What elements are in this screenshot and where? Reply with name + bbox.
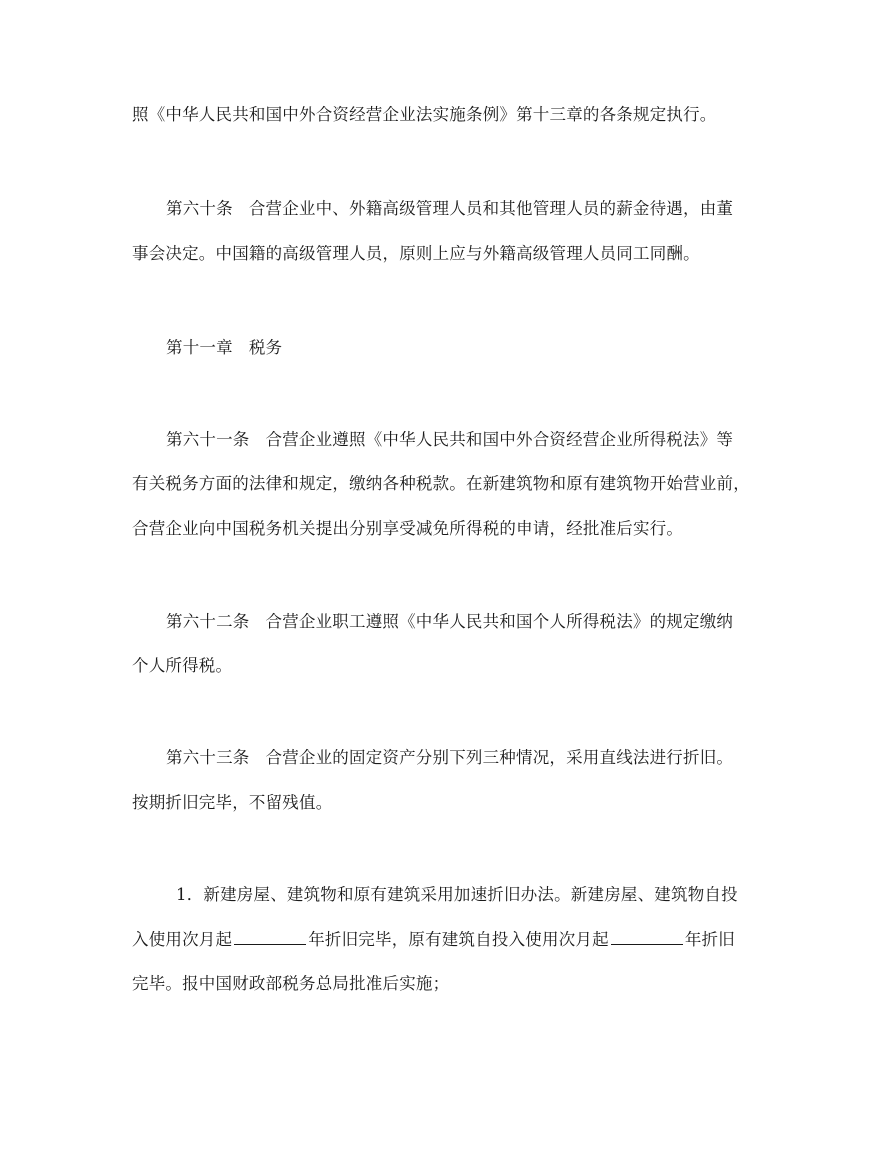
- fill-in-blank[interactable]: [611, 930, 683, 945]
- item-text: 1．新建房屋、建筑物和原有建筑采用加速折旧办法。新建房屋、建筑物自投: [176, 885, 738, 904]
- fill-in-blank[interactable]: [234, 930, 306, 945]
- article-62-line-2: [132, 655, 772, 677]
- paragraph-line: [132, 104, 772, 126]
- article-text: 按期折旧完毕，不留残值。: [132, 793, 333, 812]
- article-61-line-3: [132, 518, 772, 540]
- chapter-label: 第十一章: [166, 338, 233, 357]
- article-text: 合营企业遵照《中华人民共和国中外合资经营企业所得税法》等: [265, 430, 734, 449]
- item-text: 入使用次月起: [132, 930, 233, 949]
- chapter-title: 税务: [248, 338, 283, 357]
- article-label: 第六十条: [166, 199, 233, 218]
- article-text: 有关税务方面的法律和规定，缴纳各种税款。在新建筑物和原有建筑物开始营业前，: [132, 474, 750, 493]
- article-label: 第六十一条: [166, 430, 250, 449]
- article-text: 合营企业中、外籍高级管理人员和其他管理人员的薪金待遇，由董: [248, 199, 734, 218]
- article-60-line-1: [166, 198, 772, 220]
- article-60-line-2: [132, 243, 772, 265]
- article-text: 合营企业职工遵照《中华人民共和国个人所得税法》的规定缴纳: [265, 612, 734, 631]
- article-text: 个人所得税。: [132, 656, 233, 675]
- article-label: 第六十三条: [166, 748, 250, 767]
- item-text: 年折旧: [684, 930, 735, 949]
- item-text: 完毕。报中国财政部税务总局批准后实施；: [132, 974, 450, 993]
- article-62-line-1: [166, 611, 772, 633]
- article-label: 第六十二条: [166, 612, 250, 631]
- chapter-heading: [166, 337, 772, 359]
- item-1-line-1: [176, 884, 772, 906]
- article-61-line-1: [166, 429, 772, 451]
- article-63-line-1: [166, 747, 772, 769]
- article-text: 事会决定。中国籍的高级管理人员，原则上应与外籍高级管理人员同工同酬。: [132, 244, 700, 263]
- article-61-line-2: [132, 473, 772, 495]
- item-text: 年折旧完毕，原有建筑自投入使用次月起: [308, 930, 609, 949]
- paragraph-text: 照《中华人民共和国中外合资经营企业法实施条例》第十三章的各条规定执行。: [132, 105, 717, 124]
- item-1-line-3: [132, 973, 772, 995]
- article-text: 合营企业向中国税务机关提出分别享受减免所得税的申请，经批准后实行。: [132, 519, 684, 538]
- article-text: 合营企业的固定资产分别下列三种情况，采用直线法进行折旧。: [265, 748, 734, 767]
- item-1-line-2: [132, 929, 772, 951]
- article-63-line-2: [132, 792, 772, 814]
